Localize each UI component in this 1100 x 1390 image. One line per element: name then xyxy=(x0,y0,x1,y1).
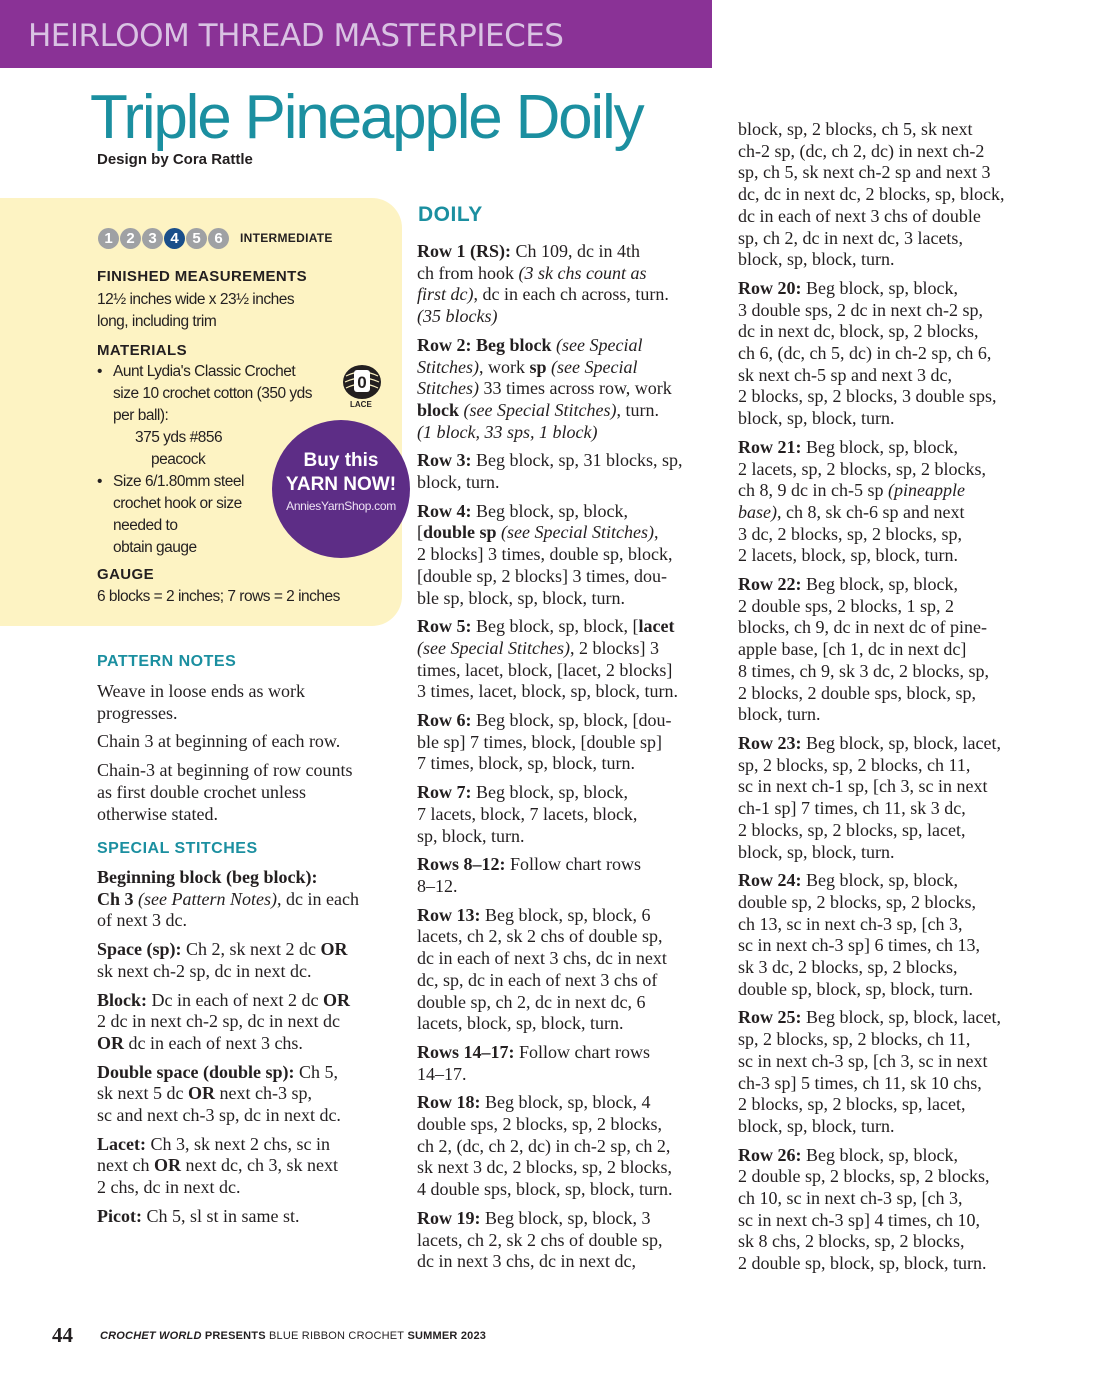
row-instruction: Row 25: Beg block, sp, block, lacet, sp, 2 blocks, sp, 2 blocks, ch 11, sc in next ch-3 sp, [ch 3, sc in next ch-3 sp] 5 times, ch 11, sk 10 chs, 2 blocks, sp, 2 blocks, sp, lacet, block, sp, block, turn. xyxy=(738,1007,1001,1136)
row-instruction: Row 24: Beg block, sp, block, double sp, 2 blocks, sp, 2 blocks, ch 13, sc in next ch-3 sp, [ch 3, sc in next ch-3 sp] 6 times, ch 13, sk 3 dc, 2 blocks, sp, 2 blocks, double sp, block, sp, block, turn. xyxy=(738,870,980,999)
row-instruction: Row 19: Beg block, sp, block, 3 lacets, ch 2, sk 2 chs of double sp, dc in next 3 chs, dc in next dc, xyxy=(417,1207,663,1272)
designer-credit: Design by Cora Rattle xyxy=(97,151,253,168)
materials-line: size 10 crochet cotton (350 yds xyxy=(113,385,313,402)
bullet: • xyxy=(97,473,102,490)
skill-level-2: 2 xyxy=(120,228,141,249)
yarn-weight-label: LACE xyxy=(350,400,372,409)
row-instruction: Row 18: Beg block, sp, block, 4 double sps, 2 blocks, sp, 2 blocks, ch 2, (dc, ch 2, dc) in ch-2 sp, ch 2, sk next 3 dc, 2 blocks, sp, 2 blocks, 4 double sps, block, sp, block, turn. xyxy=(417,1092,673,1200)
row-instruction: Row 21: Beg block, sp, block, 2 lacets, sp, 2 blocks, sp, 2 blocks, ch 8, 9 dc in ch-5 sp (pineapple base), ch 8, sk ch-6 sp and next 3 dc, 2 blocks, sp, 2 blocks, sp, 2 lacets, block, sp, block, turn. xyxy=(738,436,986,566)
row-instruction: Row 20: Beg block, sp, block, 3 double sps, 2 dc in next ch-2 sp, dc in next dc, block, sp, 2 blocks, ch 6, (dc, ch 5, dc) in ch-2 sp, ch 6, sk next ch-5 sp and next 3 dc, 2 blocks, sp, 2 blocks, 3 double sps, block, sp, block, turn. xyxy=(738,277,997,429)
page-title: Triple Pineapple Doily xyxy=(90,83,643,152)
skill-level-3: 3 xyxy=(142,228,163,249)
row-instruction: Row 23: Beg block, sp, block, lacet, sp, 2 blocks, sp, 2 blocks, ch 11, sc in next ch-1 sp, [ch 3, sc in next ch-1 sp] 7 times, ch 11, sk 3 dc, 2 blocks, sp, 2 blocks, sp, lacet, block, sp, block, turn. xyxy=(738,732,1001,862)
bullet: • xyxy=(97,363,102,380)
materials-line: needed to xyxy=(113,517,178,534)
row-instruction: Row 6: Beg block, sp, block, [dou- ble sp] 7 times, block, [double sp] 7 times, block, sp, block, turn. xyxy=(417,710,672,774)
materials-line: 375 yds #856 xyxy=(135,429,223,446)
stitch-definition: Picot: Ch 5, sl st in same st. xyxy=(97,1205,300,1226)
materials-line: obtain gauge xyxy=(113,539,197,556)
yarn-weight-number: 0 xyxy=(357,373,367,392)
buy-yarn-line-1: Buy this xyxy=(303,450,379,471)
skill-level-label: INTERMEDIATE xyxy=(240,231,333,245)
section-banner xyxy=(0,0,712,68)
pattern-notes-heading: PATTERN NOTES xyxy=(97,653,237,670)
note-paragraph: Chain-3 at beginning of row counts as first double crochet unless otherwise stated. xyxy=(97,760,353,824)
stitch-definition: Block: Dc in each of next 2 dc OR 2 dc in next ch-2 sp, dc in next dc OR dc in each of next 3 chs. xyxy=(97,989,350,1053)
skill-level xyxy=(98,226,333,250)
gauge-heading: GAUGE xyxy=(97,566,155,583)
stitch-definition: Lacet: Ch 3, sk next 2 chs, sc in next ch OR next dc, ch 3, sk next 2 chs, dc in next dc. xyxy=(97,1133,338,1198)
doily-heading: DOILY xyxy=(418,203,483,226)
skill-level-1: 1 xyxy=(98,228,119,249)
special-stitches xyxy=(97,867,402,1235)
materials-line: peacock xyxy=(151,451,206,468)
gauge-text: 6 blocks = 2 inches; 7 rows = 2 inches xyxy=(97,588,340,605)
stitch-definition: Space (sp): Ch 2, sk next 2 dc OR sk next ch-2 sp, dc in next dc. xyxy=(97,939,348,981)
buy-yarn-line-2: YARN NOW! xyxy=(285,474,397,495)
note-paragraph: Weave in loose ends as work progresses. xyxy=(97,681,305,723)
measurements-line-2: long, including trim xyxy=(97,313,217,330)
materials-line: per ball): xyxy=(113,407,169,424)
materials-heading: MATERIALS xyxy=(97,342,187,359)
doily-instructions xyxy=(417,241,722,1280)
stitch-definition: Double space (double sp): Ch 5, sk next 5 dc OR next ch-3 sp, sc and next ch-3 sp, dc in next dc. xyxy=(97,1061,341,1126)
buy-yarn-link[interactable]: AnniesYarnShop.com xyxy=(286,499,396,513)
materials-line: crochet hook or size xyxy=(113,495,242,512)
list-item: • Size 6/1.80mm steel xyxy=(97,471,337,493)
publication-footer: CROCHET WORLD PRESENTS BLUE RIBBON CROCHET SUMMER 2023 xyxy=(100,1330,487,1342)
row-instruction: Row 3: Beg block, sp, 31 blocks, sp, block, turn. xyxy=(417,450,683,493)
doily-instructions-continued xyxy=(738,119,1068,1282)
row-instruction: Rows 8–12: Follow chart rows 8–12. xyxy=(417,854,641,896)
stitch-definition: Beginning block (beg block): Ch 3 (see Pattern Notes), dc in each of next 3 dc. xyxy=(97,867,359,931)
row-instruction: Row 4: Beg block, sp, block, [double sp (see Special Stitches), 2 blocks] 3 times, double sp, block, [double sp, 2 blocks] 3 times, dou- ble sp, block, sp, block, turn. xyxy=(417,500,673,608)
skill-level-4-active: 4 xyxy=(164,228,185,249)
section-banner-text: HEIRLOOM THREAD MASTERPIECES xyxy=(28,18,564,54)
row-instruction: Row 13: Beg block, sp, block, 6 lacets, ch 2, sk 2 chs of double sp, dc in each of next 3 chs, dc in next dc, sp, dc in each of next 3 chs of double sp, ch 2, dc in next dc, 6 lacets, block, sp, block, turn. xyxy=(417,904,667,1034)
list-item: • Aunt Lydia's Classic Crochet xyxy=(97,361,337,383)
measurements-line-1: 12½ inches wide x 23½ inches xyxy=(97,291,295,308)
pattern-notes xyxy=(97,681,397,832)
skill-level-5: 5 xyxy=(186,228,207,249)
note-paragraph: Chain 3 at beginning of each row. xyxy=(97,731,341,752)
special-stitches-heading: SPECIAL STITCHES xyxy=(97,840,258,857)
row-instruction: Row 22: Beg block, sp, block, 2 double sps, 2 blocks, 1 sp, 2 blocks, ch 9, dc in next dc of pine- apple base, [ch 1, dc in next dc] 8 times, ch 9, sk 3 dc, 2 blocks, sp, 2 blocks, 2 double sps, block, sp, block, turn. xyxy=(738,574,989,725)
skill-level-6: 6 xyxy=(208,228,229,249)
row-instruction: Row 2: Beg block (see Special Stitches), work sp (see Special Stitches) 33 times across row, work block (see Special Stitches), turn. (1 block, 33 sps, 1 block) xyxy=(417,334,672,442)
measurements-heading: FINISHED MEASUREMENTS xyxy=(97,268,308,285)
row-instruction: Rows 14–17: Follow chart rows 14–17. xyxy=(417,1041,650,1084)
row-instruction: Row 7: Beg block, sp, block, 7 lacets, block, 7 lacets, block, sp, block, turn. xyxy=(417,782,638,846)
buy-yarn-button[interactable] xyxy=(272,420,410,558)
row-instruction-continued: block, sp, 2 blocks, ch 5, sk next ch-2 sp, (dc, ch 2, dc) in next ch-2 sp, ch 5, sk next ch-2 sp and next 3 dc, dc in next dc, 2 blocks, sp, block, dc in each of next 3 chs of double sp, ch 2, dc in next dc, 3 lacets, block, sp, block, turn. xyxy=(738,119,1005,270)
row-instruction: Row 5: Beg block, sp, block, [lacet (see Special Stitches), 2 blocks] 3 times, lacet, block, [lacet, 2 blocks] 3 times, lacet, block, sp, block, turn. xyxy=(417,616,678,702)
row-instruction: Row 26: Beg block, sp, block, 2 double sp, 2 blocks, sp, 2 blocks, ch 10, sc in next ch-3 sp, [ch 3, sc in next ch-3 sp] 4 times, ch 10, sk 8 chs, 2 blocks, sp, 2 blocks, 2 double sp, block, sp, block, turn. xyxy=(738,1144,990,1274)
page-number: 44 xyxy=(52,1323,73,1347)
row-instruction: Row 1 (RS): Ch 109, dc in 4th ch from hook (3 sk chs count as first dc), dc in each ch across, turn. (35 blocks) xyxy=(417,241,669,327)
